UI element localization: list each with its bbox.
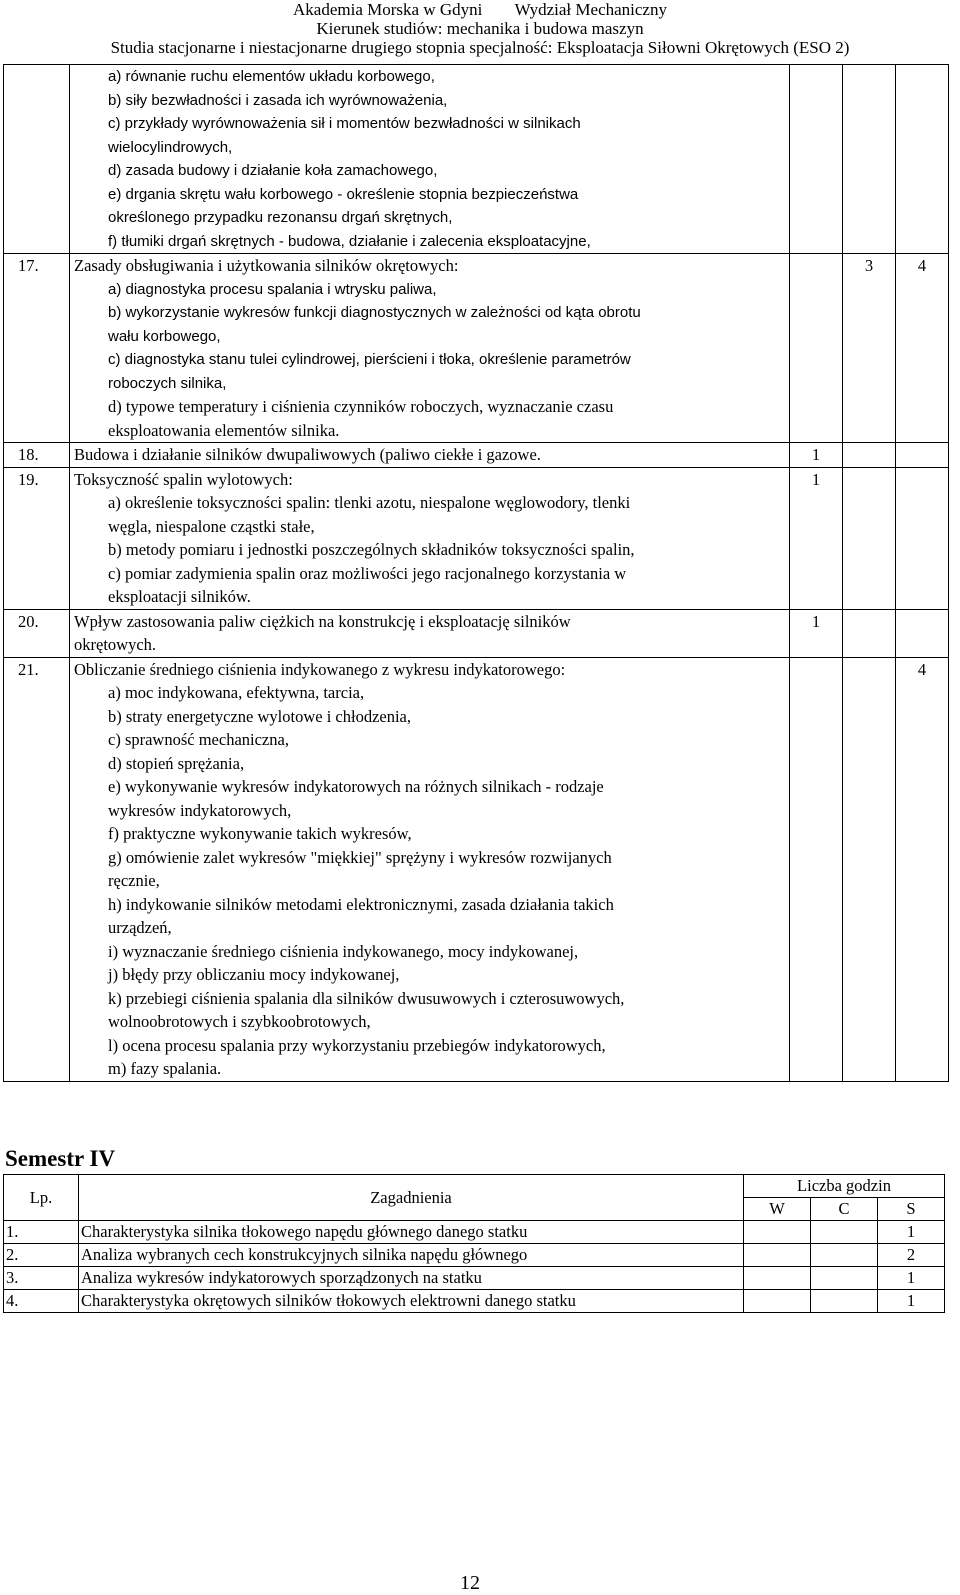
topic-subitem: a) moc indykowana, efektywna, tarcia, [108, 683, 365, 702]
topic-subitem: d) stopień sprężania, [108, 753, 245, 773]
row-number: 19. [4, 467, 70, 609]
semester-row-w [744, 1290, 811, 1313]
table-row [4, 657, 949, 1081]
topic-subitem: k) przebiegi ciśnienia spalania dla silników dwusuwowych i czterosuwowych, [108, 988, 625, 1008]
topic-subitem: c) przykłady wyrównoważenia sił i momentów bezwładności w silnikach [108, 115, 581, 132]
topic-title: Obliczanie średniego ciśnienia indykowanego z wykresu indykatorowego: [74, 659, 566, 679]
hours-s: 4 [896, 657, 949, 1081]
table-row [4, 467, 949, 609]
semester-row [4, 1290, 945, 1313]
header-s: S [878, 1198, 945, 1221]
header-line-1 [0, 0, 960, 19]
table-row [4, 443, 949, 468]
topic-title: Budowa i działanie silników dwupaliwowych (paliwo ciekłe i gazowe. [74, 445, 541, 464]
hours-c [843, 657, 896, 1081]
topic-subitem: f) praktyczne wykonywanie takich wykresów, [108, 824, 412, 843]
topic-subitem: b) metody pomiaru i jednostki poszczególnych składników toksyczności spalin, [108, 540, 635, 559]
header-hours: Liczba godzin [744, 1175, 945, 1198]
specialization: Studia stacjonarne i niestacjonarne drugiego stopnia specjalność: Eksploatacja Siłowni Okrętowych (ESO 2) [110, 38, 850, 57]
topic-subitem: d) zasada budowy i działanie koła zamachowego, [108, 162, 438, 179]
semester-row-lp: 2. [4, 1244, 79, 1267]
row-description [70, 657, 790, 1081]
topic-subitem: j) błędy przy obliczaniu mocy indykowanej, [108, 965, 400, 984]
semester-row-lp: 1. [4, 1221, 79, 1244]
topic-subitem: a) równanie ruchu elementów układu korbowego, [108, 68, 435, 85]
row-number: 21. [4, 657, 70, 1081]
hours-c [843, 65, 896, 254]
semester-row-lp: 4. [4, 1290, 79, 1313]
page-header [0, 0, 960, 57]
row-description [70, 254, 790, 443]
topic-subitem: g) omówienie zalet wykresów "miękkiej" sprężyny i wykresów rozwijanych [108, 847, 612, 867]
hours-s: 4 [896, 254, 949, 443]
semester-row [4, 1267, 945, 1290]
semester-row-s: 1 [878, 1221, 945, 1244]
topic-subitem: m) fazy spalania. [108, 1059, 222, 1078]
hours-w [790, 657, 843, 1081]
row-number: 20. [4, 609, 70, 657]
semester-row-topic: Charakterystyka silnika tłokowego napędu głównego danego statku [79, 1221, 744, 1244]
topic-subitem: wolnoobrotowych i szybkoobrotowych, [108, 1012, 371, 1031]
hours-c [843, 467, 896, 609]
topic-subitem: wykresów indykatorowych, [108, 800, 292, 820]
row-number: 17. [4, 254, 70, 443]
topic-subitem: eksploatowania elementów silnika. [108, 420, 340, 440]
hours-w [790, 65, 843, 254]
semester-row [4, 1221, 945, 1244]
topic-subitem: węgla, niespalone cząstki stałe, [108, 516, 315, 536]
topic-subitem: h) indykowanie silników metodami elektronicznymi, zasada działania takich [108, 894, 614, 914]
hours-w [790, 254, 843, 443]
topic-subitem: c) pomiar zadymienia spalin oraz możliwości jego racjonalnego korzystania w [108, 563, 627, 583]
semester-row-c [811, 1244, 878, 1267]
semester-row-topic: Analiza wykresów indykatorowych sporządzonych na statku [79, 1267, 744, 1290]
hours-w: 1 [790, 467, 843, 609]
row-description [70, 467, 790, 609]
hours-w: 1 [790, 443, 843, 468]
table-row [4, 65, 949, 254]
semester-row-w [744, 1244, 811, 1267]
semester-row-c [811, 1221, 878, 1244]
hours-c [843, 609, 896, 657]
semester-table [3, 1174, 945, 1313]
field-of-study: Kierunek studiów: mechanika i budowa maszyn [316, 19, 644, 38]
hours-s [896, 443, 949, 468]
topic-subitem: e) wykonywanie wykresów indykatorowych na różnych silnikach - rodzaje [108, 777, 604, 796]
header-c: C [811, 1198, 878, 1221]
row-number [4, 65, 70, 254]
topic-subitem: d) typowe temperatury i ciśnienia czynników roboczych, wyznaczanie czasu [108, 397, 614, 416]
row-description [70, 609, 790, 657]
header-w: W [744, 1198, 811, 1221]
semester-row-s: 1 [878, 1290, 945, 1313]
topic-subitem: c) diagnostyka stanu tulei cylindrowej, pierścieni i tłoka, określenie parametrów [108, 351, 631, 368]
topic-subitem: a) określenie toksyczności spalin: tlenki azotu, niespalone węglowodory, tlenki [108, 493, 631, 512]
semester-row [4, 1244, 945, 1267]
semester-row-w [744, 1221, 811, 1244]
topic-subitem: b) straty energetyczne wylotowe i chłodzenia, [108, 706, 411, 726]
page-number: 12 [460, 1572, 480, 1594]
topic-subitem: a) diagnostyka procesu spalania i wtrysku paliwa, [108, 280, 437, 298]
hours-w: 1 [790, 609, 843, 657]
topic-subitem: urządzeń, [108, 918, 172, 937]
row-description [70, 65, 790, 254]
topic-title-continued: okrętowych. [74, 635, 157, 654]
semester-row-w [744, 1267, 811, 1290]
topic-title: Zasady obsługiwania i użytkowania silników okrętowych: [74, 256, 459, 275]
topic-subitem: c) sprawność mechaniczna, [108, 730, 289, 749]
curriculum-table [3, 64, 949, 1082]
semester-row-c [811, 1290, 878, 1313]
semester-row-lp: 3. [4, 1267, 79, 1290]
semester-row-s: 2 [878, 1244, 945, 1267]
semester-row-topic: Charakterystyka okrętowych silników tłokowych elektrowni danego statku [79, 1290, 744, 1313]
row-number: 18. [4, 443, 70, 468]
semester-row-c [811, 1267, 878, 1290]
semester-title: Semestr IV [5, 1146, 116, 1171]
topic-subitem: roboczych silnika, [108, 374, 227, 392]
university-name: Akademia Morska w Gdyni [293, 0, 483, 19]
hours-s [896, 65, 949, 254]
topic-subitem: b) wykorzystanie wykresów funkcji diagnostycznych w zależności od kąta obrotu [108, 304, 641, 321]
table-row [4, 609, 949, 657]
hours-s [896, 609, 949, 657]
topic-subitem: ręcznie, [108, 871, 160, 890]
topic-subitem: określonego przypadku rezonansu drgań skrętnych, [108, 209, 453, 226]
hours-s [896, 467, 949, 609]
topic-subitem: l) ocena procesu spalania przy wykorzystaniu przebiegów indykatorowych, [108, 1035, 606, 1055]
faculty-name: Wydział Mechaniczny [514, 0, 667, 19]
semester-row-topic: Analiza wybranych cech konstrukcyjnych silnika napędu głównego [79, 1244, 744, 1267]
topic-subitem: wielocylindrowych, [108, 138, 233, 156]
topic-subitem: e) drgania skrętu wału korbowego - określenie stopnia bezpieczeństwa [108, 185, 579, 203]
topic-title: Toksyczność spalin wylotowych: [74, 469, 293, 489]
topic-subitem: eksploatacji silników. [108, 587, 251, 606]
table-row [4, 254, 949, 443]
topic-subitem: i) wyznaczanie średniego ciśnienia indykowanego, mocy indykowanej, [108, 941, 579, 961]
semester-row-s: 1 [878, 1267, 945, 1290]
topic-subitem: b) siły bezwładności i zasada ich wyrównoważenia, [108, 91, 448, 109]
header-topics: Zagadnienia [79, 1175, 744, 1221]
curriculum-table-body [4, 65, 949, 1082]
row-description [70, 443, 790, 468]
header-lp: Lp. [4, 1175, 79, 1221]
topic-subitem: f) tłumiki drgań skrętnych - budowa, działanie i zalecenia eksploatacyjne, [108, 232, 591, 250]
hours-c [843, 443, 896, 468]
semester-header-row [4, 1175, 945, 1198]
topic-title: Wpływ zastosowania paliw ciężkich na konstrukcję i eksploatację silników [74, 611, 571, 631]
topic-subitem: wału korbowego, [108, 327, 221, 345]
hours-c: 3 [843, 254, 896, 443]
